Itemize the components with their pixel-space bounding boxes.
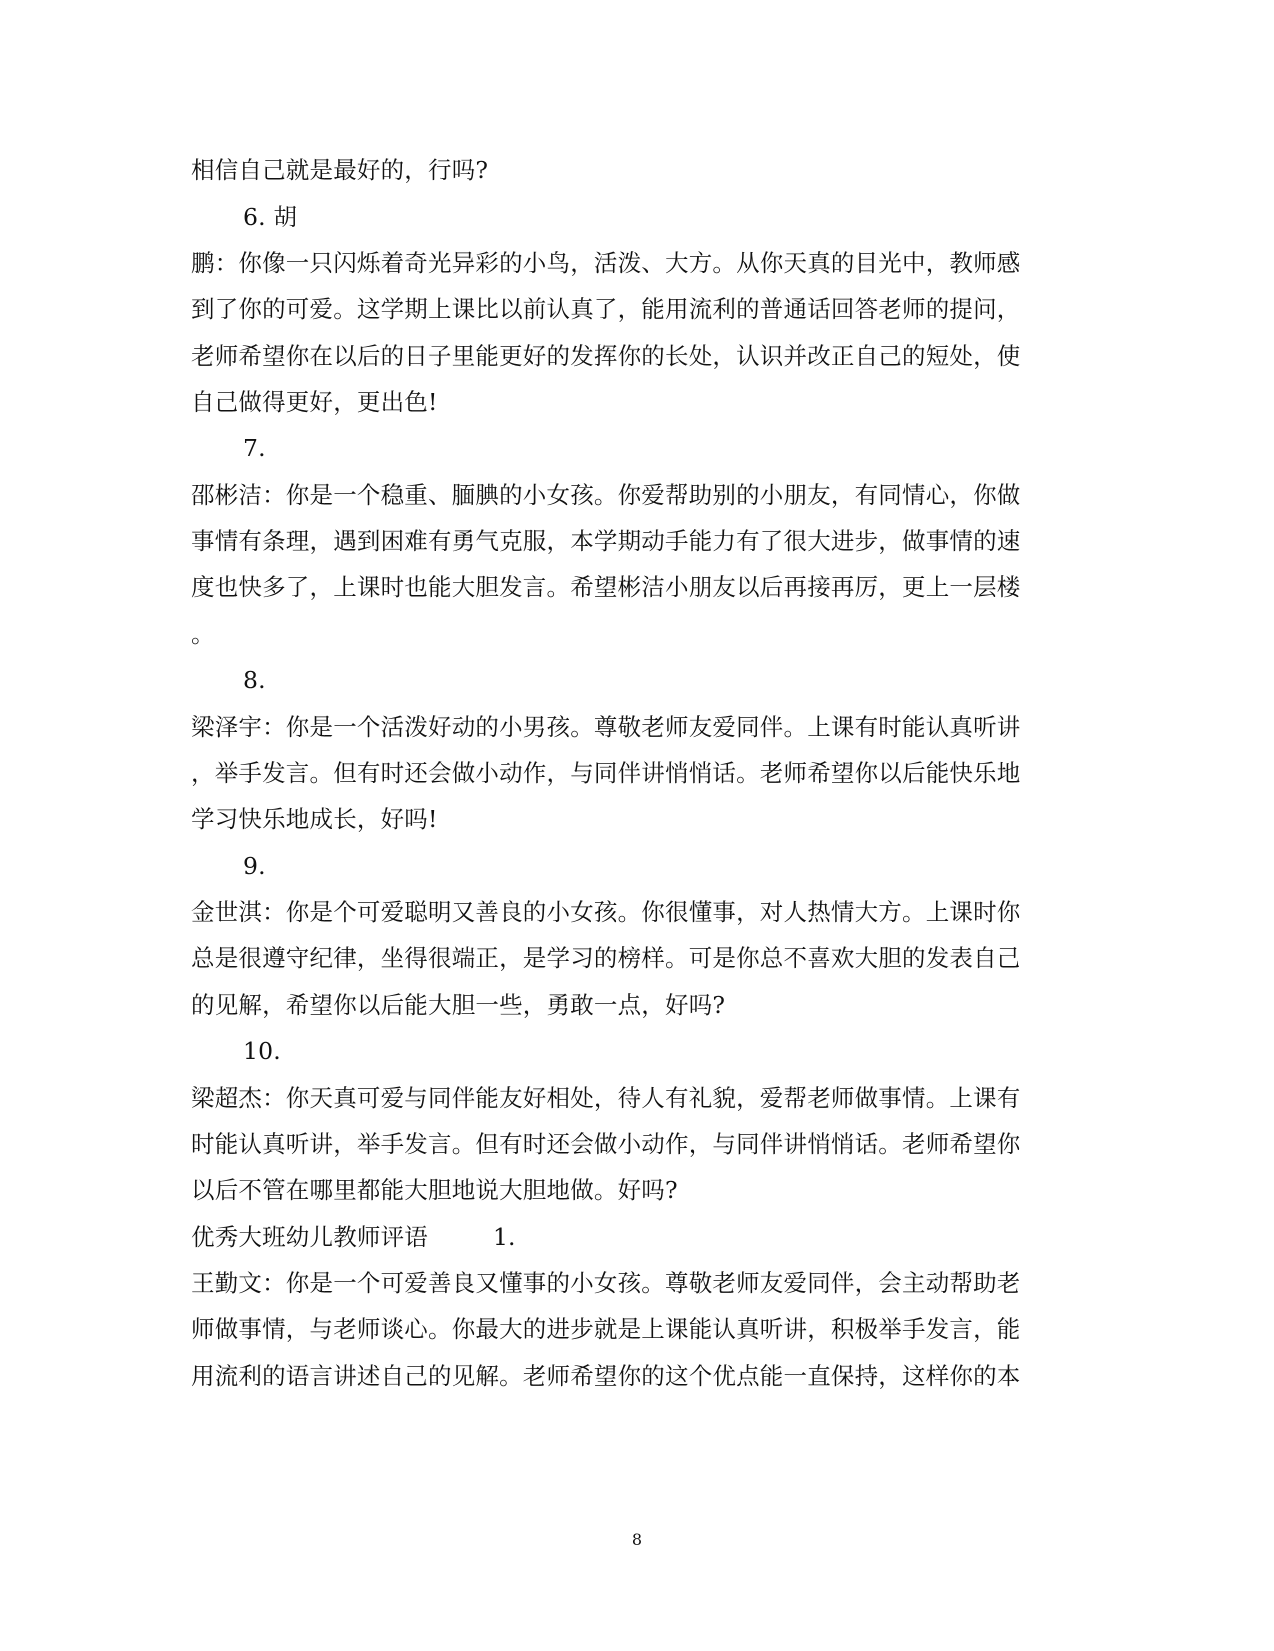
section-heading: 优秀大班幼儿教师评语 [191, 1223, 428, 1251]
text-line: 梁泽宇：你是一个活泼好动的小男孩。尊敬老师友爱同伴。上课有时能认真听讲 [191, 713, 1021, 741]
item-number-10: 10. [243, 1037, 281, 1065]
page-number: 8 [631, 1530, 643, 1549]
text-line: 老师希望你在以后的日子里能更好的发挥你的长处，认识并改正自己的短处，使 [191, 342, 1021, 370]
text-line: 邵彬洁：你是一个稳重、腼腆的小女孩。你爱帮助别的小朋友，有同情心，你做 [191, 481, 1021, 509]
text-line: 师做事情，与老师谈心。你最大的进步就是上课能认真听讲，积极举手发言，能 [191, 1315, 1021, 1343]
item-number-9: 9. [243, 852, 266, 880]
text-line: 以后不管在哪里都能大胆地说大胆地做。好吗? [191, 1176, 678, 1204]
text-line: 度也快多了，上课时也能大胆发言。希望彬洁小朋友以后再接再厉，更上一层楼 [191, 573, 1021, 601]
text-line: 总是很遵守纪律，坐得很端正，是学习的榜样。可是你总不喜欢大胆的发表自己 [191, 944, 1021, 972]
text-line: 的见解，希望你以后能大胆一些，勇敢一点，好吗? [191, 991, 726, 1019]
text-line: 梁超杰：你天真可爱与同伴能友好相处，待人有礼貌，爱帮老师做事情。上课有 [191, 1084, 1021, 1112]
item-number-8: 8. [243, 666, 266, 694]
item-number-1: 1. [493, 1223, 516, 1251]
text-line: 王勤文：你是一个可爱善良又懂事的小女孩。尊敬老师友爱同伴，会主动帮助老 [191, 1269, 1021, 1297]
text-line: 事情有条理，遇到困难有勇气克服，本学期动手能力有了很大进步，做事情的速 [191, 527, 1021, 555]
text-line: 鹏：你像一只闪烁着奇光异彩的小鸟，活泼、大方。从你天真的目光中，教师感 [191, 249, 1021, 277]
text-line: ，举手发言。但有时还会做小动作，与同伴讲悄悄话。老师希望你以后能快乐地 [191, 759, 1021, 787]
text-line: 时能认真听讲，举手发言。但有时还会做小动作，与同伴讲悄悄话。老师希望你 [191, 1130, 1021, 1158]
text-line: 金世淇：你是个可爱聪明又善良的小女孩。你很懂事，对人热情大方。上课时你 [191, 898, 1021, 926]
text-line: 学习快乐地成长，好吗! [191, 805, 438, 833]
text-line: 自己做得更好，更出色! [191, 388, 438, 416]
text-line: 用流利的语言讲述自己的见解。老师希望你的这个优点能一直保持，这样你的本 [191, 1362, 1021, 1390]
item-number-6: 6. 胡 [243, 203, 298, 231]
text-line: 相信自己就是最好的，行吗? [191, 156, 489, 184]
text-line: 。 [191, 620, 215, 648]
item-number-7: 7. [243, 434, 266, 462]
text-line: 到了你的可爱。这学期上课比以前认真了，能用流利的普通话回答老师的提问， [191, 295, 1021, 323]
